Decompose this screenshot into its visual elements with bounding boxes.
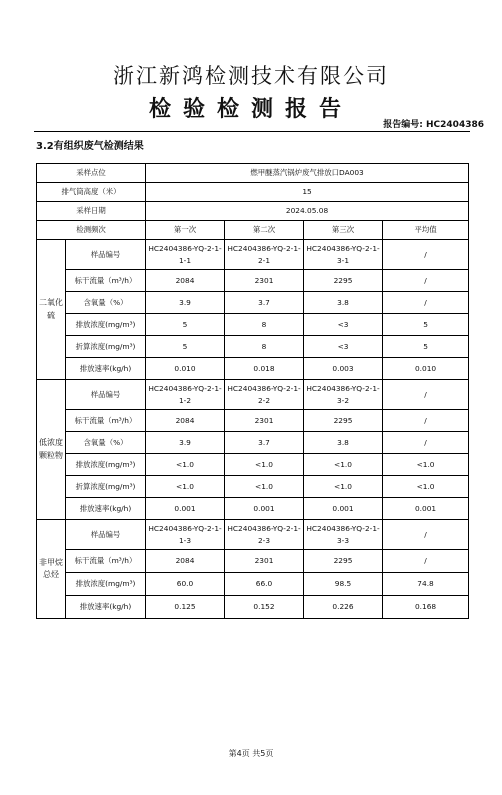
frequency-label: 检测频次 [37, 221, 146, 240]
cell: 60.0 [146, 573, 225, 596]
table-row [37, 336, 469, 358]
stack-height-value: 15 [146, 183, 469, 202]
table-row [37, 476, 469, 498]
column-header: 第三次 [304, 221, 383, 240]
table-row [37, 410, 469, 432]
cell: 0.168 [383, 596, 469, 619]
results-table [36, 163, 469, 619]
cell: <1.0 [304, 476, 383, 498]
sampling-point-label: 采样点位 [37, 164, 146, 183]
cell: 0.226 [304, 596, 383, 619]
group-label: 非甲烷总烃 [37, 520, 66, 619]
cell: HC2404386-YQ-2-1-2-3 [225, 520, 304, 550]
cell: 2301 [225, 550, 304, 573]
cell: / [383, 520, 469, 550]
cell: 3.9 [146, 432, 225, 454]
cell: 2301 [225, 270, 304, 292]
table-row [37, 183, 469, 202]
cell: 3.7 [225, 292, 304, 314]
table-row [37, 454, 469, 476]
cell: / [383, 380, 469, 410]
group-label: 低浓度颗粒物 [37, 380, 66, 520]
cell: HC2404386-YQ-2-1-1-1 [146, 240, 225, 270]
cell: HC2404386-YQ-2-1-3-3 [304, 520, 383, 550]
cell: / [383, 292, 469, 314]
table-row [37, 240, 469, 270]
column-header: 第一次 [146, 221, 225, 240]
cell: 0.003 [304, 358, 383, 380]
cell: 2295 [304, 550, 383, 573]
cell: HC2404386-YQ-2-1-1-2 [146, 380, 225, 410]
cell: 0.010 [146, 358, 225, 380]
cell: 5 [146, 314, 225, 336]
cell: 2084 [146, 550, 225, 573]
row-label: 排放浓度(mg/m³) [66, 573, 146, 596]
table-row [37, 202, 469, 221]
group-label: 二氧化硫 [37, 240, 66, 380]
report-number-label: 报告编号: [383, 120, 423, 130]
column-header: 平均值 [383, 221, 469, 240]
cell: 2295 [304, 270, 383, 292]
report-number [383, 117, 484, 130]
row-label: 样品编号 [66, 520, 146, 550]
row-label: 含氧量（%） [66, 432, 146, 454]
cell: 3.8 [304, 432, 383, 454]
cell: 74.8 [383, 573, 469, 596]
cell: 0.018 [225, 358, 304, 380]
cell: / [383, 270, 469, 292]
cell: HC2404386-YQ-2-1-3-1 [304, 240, 383, 270]
row-label: 折算浓度(mg/m³) [66, 336, 146, 358]
table-row [37, 573, 469, 596]
cell: 5 [383, 314, 469, 336]
cell: 66.0 [225, 573, 304, 596]
cell: 5 [383, 336, 469, 358]
cell: HC2404386-YQ-2-1-1-3 [146, 520, 225, 550]
section-title: 3.2有组织废气检测结果 [36, 141, 144, 152]
stack-height-label: 排气筒高度（米） [37, 183, 146, 202]
cell: 98.5 [304, 573, 383, 596]
cell: <3 [304, 314, 383, 336]
cell: HC2404386-YQ-2-1-2-1 [225, 240, 304, 270]
row-label: 排放浓度(mg/m³) [66, 454, 146, 476]
table-row [37, 380, 469, 410]
row-label: 样品编号 [66, 380, 146, 410]
cell: 2295 [304, 410, 383, 432]
cell: 0.001 [304, 498, 383, 520]
column-header: 第二次 [225, 221, 304, 240]
table-row [37, 358, 469, 380]
cell: <1.0 [304, 454, 383, 476]
cell: 2084 [146, 270, 225, 292]
cell: / [383, 240, 469, 270]
row-label: 排放浓度(mg/m³) [66, 314, 146, 336]
cell: HC2404386-YQ-2-1-2-2 [225, 380, 304, 410]
sampling-date-value: 2024.05.08 [146, 202, 469, 221]
header-divider [34, 131, 470, 132]
sampling-point-value: 燃甲醚蒸汽锅炉废气排放口DA003 [146, 164, 469, 183]
cell: <1.0 [146, 454, 225, 476]
table-row [37, 498, 469, 520]
table-header-row [37, 221, 469, 240]
cell: <1.0 [225, 476, 304, 498]
table-row [37, 432, 469, 454]
row-label: 排放速率(kg/h) [66, 358, 146, 380]
cell: <1.0 [383, 454, 469, 476]
cell: 8 [225, 336, 304, 358]
table-row [37, 550, 469, 573]
cell: <1.0 [383, 476, 469, 498]
cell: 3.7 [225, 432, 304, 454]
row-label: 排放速率(kg/h) [66, 596, 146, 619]
table-row [37, 270, 469, 292]
cell: <1.0 [225, 454, 304, 476]
row-label: 折算浓度(mg/m³) [66, 476, 146, 498]
row-label: 含氧量（%） [66, 292, 146, 314]
cell: <3 [304, 336, 383, 358]
cell: / [383, 432, 469, 454]
cell: 3.8 [304, 292, 383, 314]
cell: 0.152 [225, 596, 304, 619]
cell: 8 [225, 314, 304, 336]
cell: 2301 [225, 410, 304, 432]
cell: HC2404386-YQ-2-1-3-2 [304, 380, 383, 410]
cell: 0.125 [146, 596, 225, 619]
row-label: 标干流量（m³/h） [66, 270, 146, 292]
cell: <1.0 [146, 476, 225, 498]
row-label: 标干流量（m³/h） [66, 550, 146, 573]
table-row [37, 314, 469, 336]
cell: 0.010 [383, 358, 469, 380]
row-label: 标干流量（m³/h） [66, 410, 146, 432]
table-row [37, 596, 469, 619]
row-label: 排放速率(kg/h) [66, 498, 146, 520]
table-row [37, 520, 469, 550]
cell: 2084 [146, 410, 225, 432]
page-footer: 第4页 共5页 [228, 749, 274, 758]
sampling-date-label: 采样日期 [37, 202, 146, 221]
cell: / [383, 550, 469, 573]
cell: / [383, 410, 469, 432]
row-label: 样品编号 [66, 240, 146, 270]
table-row [37, 164, 469, 183]
cell: 3.9 [146, 292, 225, 314]
report-number-value: HC2404386 [426, 120, 484, 130]
company-name: 浙江新鸿检测技术有限公司 [113, 64, 389, 88]
cell: 5 [146, 336, 225, 358]
cell: 0.001 [146, 498, 225, 520]
report-title: 检验检测报告 [148, 97, 353, 122]
cell: 0.001 [225, 498, 304, 520]
table-row [37, 292, 469, 314]
cell: 0.001 [383, 498, 469, 520]
